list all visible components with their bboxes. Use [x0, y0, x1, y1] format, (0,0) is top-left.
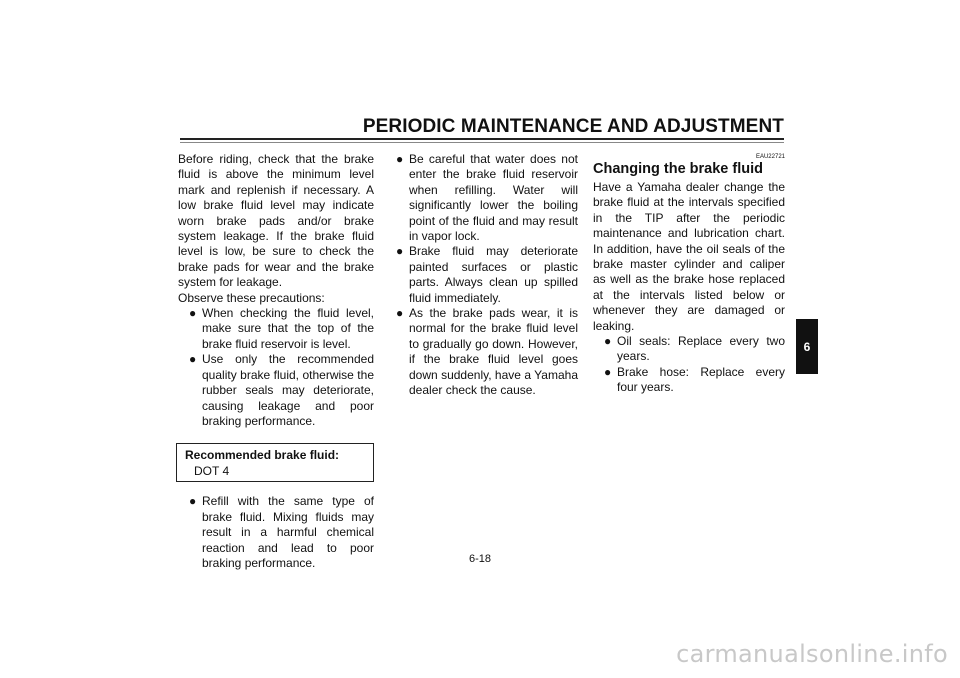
watermark: carmanualsonline.info: [676, 640, 948, 668]
spec-label: Recommended brake fluid:: [185, 448, 340, 463]
chapter-tab: 6: [796, 319, 818, 374]
precautions-list-column-2: [396, 152, 578, 399]
list-item: ● As the brake pads wear, it is normal for the brake fluid level to gradually go down. However, if the brake fluid level goes down suddenly, have a Yamaha dealer check the cause.: [396, 306, 578, 398]
list-item: ● Oil seals: Replace every two years.: [604, 334, 785, 364]
precautions-label: Observe these precautions:: [178, 290, 325, 305]
bullet-icon: ●: [189, 352, 197, 367]
section-body: Have a Yamaha dealer change the brake fluid at the intervals specified in the TIP after the periodic maintenance and lubrication chart. In addition, have the oil seals of the brake master cylinder and caliper as well as the brake hose replaced at the intervals listed below or whenever they are damaged or leaking.: [593, 180, 785, 333]
bullet-icon: ●: [604, 364, 612, 379]
precautions-list: [178, 306, 374, 429]
section-code: EAU22721: [755, 154, 785, 160]
list-item: ● Be careful that water does not enter the brake fluid reservoir when refilling. Water will significantly lower the boiling point of the fluid and may result in vapor lock.: [396, 152, 578, 244]
recommended-fluid-box: [176, 443, 374, 482]
replacement-list: [593, 334, 785, 396]
list-item: ● When checking the fluid level, make sure that the top of the brake fluid reservoir is level.: [189, 306, 374, 351]
header-rule: [180, 138, 784, 140]
bullet-icon: ●: [604, 334, 612, 349]
bullet-icon: ●: [189, 494, 197, 509]
bullet-icon: ●: [396, 152, 404, 166]
column-2: [396, 152, 578, 399]
list-item: ● Use only the recommended quality brake fluid, otherwise the rubber seals may deteriorate, causing leakage and poor braking performance.: [189, 352, 374, 428]
spec-value: DOT 4: [194, 463, 230, 478]
column-3: [593, 152, 785, 396]
page-title: PERIODIC MAINTENANCE AND ADJUSTMENT: [362, 116, 784, 137]
list-item: ● Brake fluid may deteriorate painted surfaces or plastic parts. Always clean up spilled fluid immediately.: [396, 244, 578, 305]
list-item: ● Brake hose: Replace every four years.: [604, 364, 785, 395]
bullet-icon: ●: [396, 306, 404, 321]
column-1: [178, 152, 374, 571]
header-rule-thin: [180, 142, 784, 143]
bullet-icon: ●: [189, 306, 197, 321]
page-number: 6-18: [468, 553, 492, 565]
bullet-icon: ●: [396, 244, 404, 259]
intro-paragraph: Before riding, check that the brake fluid is above the minimum level mark and replenish if necessary. A low brake fluid level may indicate worn brake pads and/or brake system leakage. If the brake fluid level is low, be sure to check the brake pads for wear and the brake system for leakage.: [178, 152, 374, 290]
section-title: Changing the brake fluid: [593, 161, 763, 177]
list-item: ● Refill with the same type of brake fluid. Mixing fluids may result in a harmful chemical reaction and lead to poor braking performance.: [189, 494, 374, 570]
